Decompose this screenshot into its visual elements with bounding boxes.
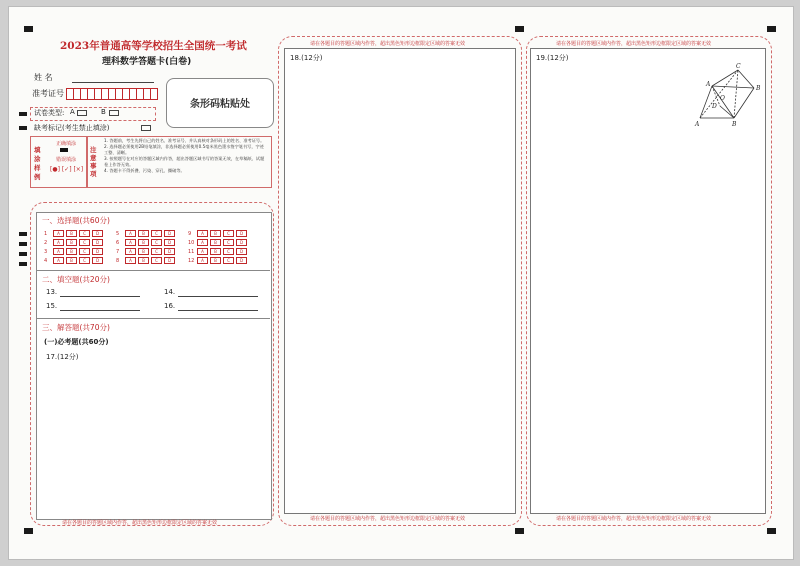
name-field[interactable] xyxy=(72,82,154,83)
missing-exam-box[interactable] xyxy=(141,125,151,131)
q18-answer-area[interactable] xyxy=(288,66,510,506)
choice-question xyxy=(116,239,177,246)
choice-number: 5 xyxy=(116,231,120,237)
timing-mark xyxy=(767,528,776,534)
fill-answer-15[interactable] xyxy=(60,310,140,311)
vertex-label: A xyxy=(706,81,711,88)
timing-mark xyxy=(515,528,524,534)
choice-number: 10 xyxy=(188,240,195,246)
timing-mark xyxy=(19,112,27,116)
choice-question xyxy=(188,239,249,246)
choice-question xyxy=(188,257,249,264)
timing-mark xyxy=(24,528,33,534)
edge xyxy=(734,70,738,118)
edge xyxy=(712,86,734,118)
required-title: (一)必考题(共60分) xyxy=(44,338,109,346)
note-item: 3. 按照题号在对应的答题区域内作答，超出答题区域书写的答案无效，在草稿纸、试题卷上作答无效。 xyxy=(104,156,265,167)
choice-option[interactable]: B xyxy=(138,248,149,255)
name-label: 姓 名 xyxy=(34,73,53,82)
timing-mark xyxy=(19,242,27,246)
edge xyxy=(700,70,738,118)
exam-id-boxes[interactable] xyxy=(66,88,158,100)
choice-option[interactable]: B xyxy=(66,257,77,264)
note-item: 1. 答题前，考生先将自己的姓名、准考证号、并认真核对条形码上的姓名、准考证号。 xyxy=(104,138,265,143)
wrong-fill-marks: [●] [✓] [×] xyxy=(50,166,84,173)
choice-option[interactable]: B xyxy=(66,239,77,246)
choice-option[interactable]: C xyxy=(79,239,90,246)
barcode-label: 条形码粘贴处 xyxy=(190,99,250,110)
q17-label: 17.(12分) xyxy=(46,353,79,361)
right-bottom-note: 请在各题目的答题区域内作答，超出黑色矩形边框限定区域的答案无效 xyxy=(556,516,712,522)
middle-bottom-note: 请在各题目的答题区域内作答，超出黑色矩形边框限定区域的答案无效 xyxy=(310,516,466,522)
solve-section-title: 三、解答题(共70分) xyxy=(42,323,110,332)
paper-type-label: 试卷类型: xyxy=(34,109,65,117)
choice-option[interactable]: B xyxy=(66,248,77,255)
section-divider xyxy=(36,318,270,319)
choice-option[interactable]: D xyxy=(164,248,175,255)
timing-mark xyxy=(515,26,524,32)
choice-number: 1 xyxy=(44,231,48,237)
choice-option[interactable]: D xyxy=(92,239,103,246)
choice-option[interactable]: A xyxy=(125,257,136,264)
edge xyxy=(700,86,712,118)
notes-list xyxy=(104,138,268,174)
q19-answer-area[interactable] xyxy=(534,132,760,506)
right-top-note: 请在各题目的答题区域内作答，超出黑色矩形边框限定区域的答案无效 xyxy=(556,41,712,47)
choice-option[interactable]: A xyxy=(53,257,64,264)
choice-option[interactable]: B xyxy=(210,248,221,255)
vertex-label: B xyxy=(732,121,737,128)
choice-option[interactable]: D xyxy=(164,230,175,237)
exam-title: 2023年普通高等学校招生全国统一考试 xyxy=(60,40,247,52)
note-item: 4. 答题卡不得折叠、污染、穿孔、撕破等。 xyxy=(104,168,185,173)
choice-number: 6 xyxy=(116,240,120,246)
choice-question xyxy=(116,230,177,237)
choice-option[interactable]: A xyxy=(53,248,64,255)
choice-number: 2 xyxy=(44,240,48,246)
choice-option[interactable]: C xyxy=(151,248,162,255)
choice-option[interactable]: D xyxy=(236,239,247,246)
q19-label: 19.(12分) xyxy=(536,54,569,62)
section-divider xyxy=(36,270,270,271)
choice-grid[interactable] xyxy=(44,230,268,270)
choice-option[interactable]: A xyxy=(125,239,136,246)
choice-option[interactable]: D xyxy=(92,230,103,237)
choice-option[interactable]: B xyxy=(138,257,149,264)
sheet-subtitle: 理科数学答题卡(白卷) xyxy=(102,57,192,67)
edge xyxy=(738,70,754,88)
choice-option[interactable]: C xyxy=(151,239,162,246)
fill-item-14: 14. xyxy=(164,288,176,296)
choice-question xyxy=(44,230,105,237)
q17-answer-area[interactable] xyxy=(40,364,266,514)
choice-option[interactable]: C xyxy=(223,230,234,237)
fill-answer-16[interactable] xyxy=(178,310,258,311)
correct-fill-label: 正确填涂 xyxy=(56,141,77,147)
choice-option[interactable]: A xyxy=(125,230,136,237)
vertex-label: B xyxy=(756,85,761,92)
choice-number: 12 xyxy=(188,258,195,264)
timing-mark xyxy=(767,26,776,32)
choice-option[interactable]: B xyxy=(210,239,221,246)
choice-option[interactable]: B xyxy=(210,230,221,237)
middle-top-note: 请在各题目的答题区域内作答，超出黑色矩形边框限定区域的答案无效 xyxy=(310,41,466,47)
prism-figure xyxy=(690,60,764,130)
vertex-label: C xyxy=(736,63,741,70)
timing-mark xyxy=(24,26,33,32)
choice-option[interactable]: B xyxy=(66,230,77,237)
timing-mark xyxy=(19,126,27,130)
choice-option[interactable]: A xyxy=(125,248,136,255)
fill-item-16: 16. xyxy=(164,302,176,310)
paper-type-a-box[interactable] xyxy=(77,110,87,116)
q18-label: 18.(12分) xyxy=(290,54,323,62)
choice-number: 7 xyxy=(116,249,120,255)
fill-example-side: 填涂样例 xyxy=(34,146,41,181)
fill-item-13: 13. xyxy=(46,288,58,296)
correct-fill-mark xyxy=(60,148,68,152)
note-item: 2. 选择题必须使用2B铅笔填涂，非选择题必须使用0.5毫米黑色墨水签字笔书写，字迹工整、清晰。 xyxy=(104,144,264,155)
choice-option[interactable]: A xyxy=(197,248,208,255)
choice-option[interactable]: D xyxy=(236,257,247,264)
choice-number: 3 xyxy=(44,249,48,255)
choice-option[interactable]: C xyxy=(79,230,90,237)
choice-question xyxy=(44,248,105,255)
timing-mark xyxy=(19,262,27,266)
choice-question xyxy=(116,248,177,255)
choice-number: 4 xyxy=(44,258,48,264)
timing-mark xyxy=(19,232,27,236)
notes-label: 注意事项 xyxy=(90,146,97,178)
choice-option[interactable]: B xyxy=(138,230,149,237)
choice-option[interactable]: D xyxy=(236,230,247,237)
choice-question xyxy=(188,230,249,237)
edge xyxy=(734,88,754,118)
edge xyxy=(712,70,738,86)
vertex-label: A xyxy=(695,121,700,128)
choice-option[interactable]: A xyxy=(53,230,64,237)
choice-number: 9 xyxy=(188,231,192,237)
left-bottom-note: 请在各题目的答题区域内作答，超出黑色矩形边框限定区域的答案无效 xyxy=(62,520,218,526)
choice-question xyxy=(116,257,177,264)
choice-question xyxy=(44,239,105,246)
barcode-area xyxy=(166,78,274,128)
fill-item-15: 15. xyxy=(46,302,58,310)
choice-option[interactable]: A xyxy=(197,230,208,237)
exam-id-label: 准考证号 xyxy=(32,89,64,98)
choice-option[interactable]: C xyxy=(79,257,90,264)
vertex-label: O xyxy=(720,95,725,102)
fill-section-title: 二、填空题(共20分) xyxy=(42,275,110,284)
choice-option[interactable]: A xyxy=(53,239,64,246)
choice-option[interactable]: A xyxy=(197,239,208,246)
choice-option[interactable]: D xyxy=(92,248,103,255)
choice-option[interactable]: D xyxy=(236,248,247,255)
choice-option[interactable]: C xyxy=(151,257,162,264)
choice-option[interactable]: D xyxy=(164,257,175,264)
choice-section-title: 一、选择题(共60分) xyxy=(42,216,110,225)
choice-number: 11 xyxy=(188,249,195,255)
fill-answer-14[interactable] xyxy=(178,296,258,297)
wrong-fill-label: 错误填涂 xyxy=(56,157,77,163)
timing-mark xyxy=(19,252,27,256)
choice-option[interactable]: C xyxy=(223,248,234,255)
choice-number: 8 xyxy=(116,258,120,264)
choice-option[interactable]: D xyxy=(92,257,103,264)
missing-exam-label: 缺考标记(考生禁止填涂) xyxy=(34,124,110,132)
choice-option[interactable]: C xyxy=(223,239,234,246)
paper-type-b[interactable]: B xyxy=(101,108,106,116)
choice-option[interactable]: B xyxy=(210,257,221,264)
fill-answer-13[interactable] xyxy=(60,296,140,297)
choice-question xyxy=(44,257,105,264)
paper-type-a[interactable]: A xyxy=(70,108,75,116)
choice-option[interactable]: C xyxy=(79,248,90,255)
vertex-label: D xyxy=(712,103,717,110)
paper-type-b-box[interactable] xyxy=(109,110,119,116)
edge xyxy=(712,86,754,88)
choice-option[interactable]: D xyxy=(164,239,175,246)
choice-option[interactable]: B xyxy=(138,239,149,246)
choice-option[interactable]: C xyxy=(151,230,162,237)
choice-question xyxy=(188,248,249,255)
choice-option[interactable]: C xyxy=(223,257,234,264)
choice-option[interactable]: A xyxy=(197,257,208,264)
